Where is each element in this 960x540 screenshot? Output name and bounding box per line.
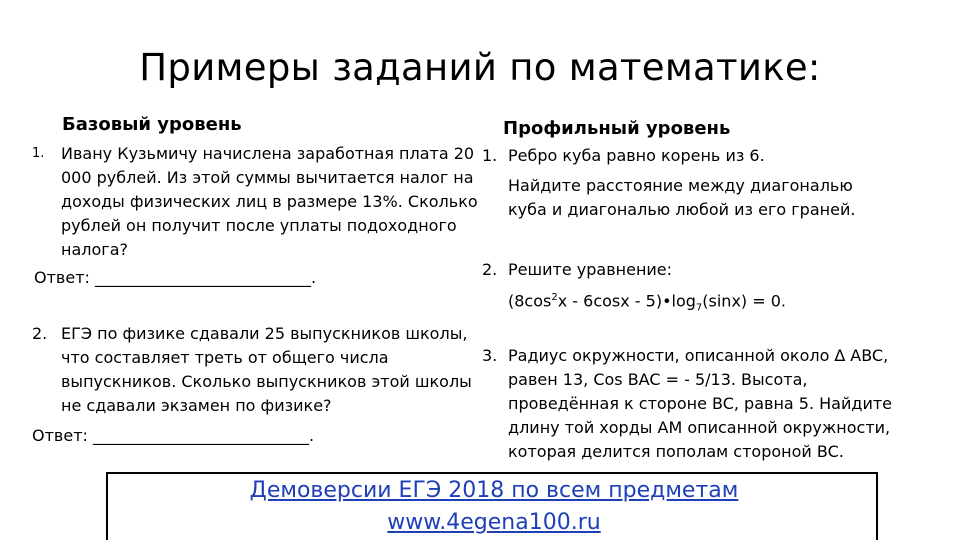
profile-task3-line: длину той хорды AM описанной окружности, <box>508 418 891 437</box>
profile-task3-number: 3. <box>482 346 498 365</box>
profile-task2-number: 2. <box>482 260 498 279</box>
basic-task2-line: выпускников. Сколько выпускников этой школы <box>61 372 472 391</box>
website-link[interactable]: www.4egena100.ru <box>387 510 601 535</box>
profile-task3-line: Радиус окружности, описанной около ∆ ABC, <box>508 346 889 365</box>
profile-task1-line: Найдите расстояние между диагональю <box>508 176 853 195</box>
profile-task3-line: проведённая к стороне BC, равна 5. Найдите <box>508 394 893 413</box>
equation-log-base: 7 <box>695 302 703 314</box>
basic-task2-answer: Ответ: ___________________________. <box>32 426 315 445</box>
basic-task2-line: что составляет треть от общего числа <box>61 348 389 367</box>
basic-task2-line: ЕГЭ по физике сдавали 25 выпускников школы, <box>61 324 468 343</box>
basic-task1-line: 000 рублей. Из этой суммы вычитается налог на <box>61 168 474 187</box>
profile-task1-line: куба и диагональю любой из его граней. <box>508 200 856 219</box>
basic-level-heading: Базовый уровень <box>62 114 242 135</box>
basic-task1-line: рублей он получит после уплаты подоходного <box>61 216 457 235</box>
demo-banner <box>106 472 878 540</box>
basic-task1-answer: Ответ: ___________________________. <box>34 268 317 287</box>
profile-task1-number: 1. <box>482 146 498 165</box>
basic-task1-line: доходы физических лиц в размере 13%. Сколько <box>61 192 478 211</box>
basic-task1-line: налога? <box>61 240 128 259</box>
profile-task3-line: равен 13, Cos BAC = - 5/13. Высота, <box>508 370 808 389</box>
basic-task1-number: 1. <box>32 146 45 161</box>
basic-task2-line: не сдавали экзамен по физике? <box>61 396 332 415</box>
page-title: Примеры заданий по математике: <box>139 46 821 89</box>
profile-task3-line: которая делится пополам стороной BC. <box>508 442 844 461</box>
demo-link[interactable]: Демоверсии ЕГЭ 2018 по всем предметам <box>249 478 739 503</box>
profile-level-heading: Профильный уровень <box>503 118 731 139</box>
profile-task1-line: Ребро куба равно корень из 6. <box>508 146 765 165</box>
equation-part: (sinx) = 0. <box>702 291 786 311</box>
basic-task2-number: 2. <box>32 324 48 343</box>
profile-task2-equation <box>508 286 786 321</box>
equation-part: (8cos <box>508 291 552 311</box>
profile-task2-line: Решите уравнение: <box>508 260 673 279</box>
equation-exponent: 2 <box>551 292 558 303</box>
basic-task1-line: Ивану Кузьмичу начислена заработная плата 20 <box>61 144 475 163</box>
equation-part: x - 6cosx - 5)•log <box>557 291 696 311</box>
